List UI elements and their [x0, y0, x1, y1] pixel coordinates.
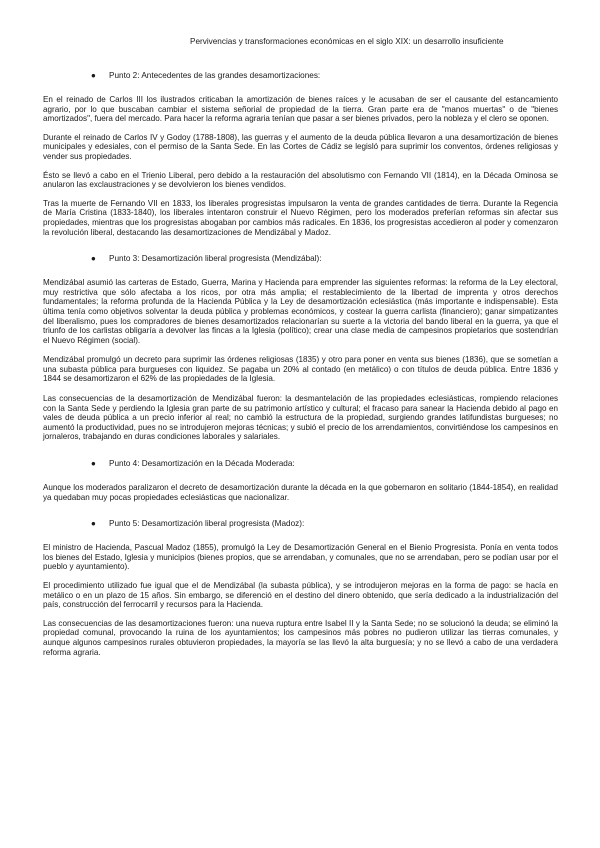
paragraph: Tras la muerte de Fernando VII en 1833, los liberales progresistas impulsaron la venta de grandes cantidades de tierra. Durante la Regencia de María Cristina (1833-1840), los liberales intentaron construir el Nuevo Régimen, pero los moderados preferían reformas sin afectar sus propiedades, mientras que los progresistas abogaban por cambios más radicales. En 1836, los progresistas accedieron al poder y comenzaron la revolución liberal, destacando las desamortizaciones de Mendizábal y Madoz.: [43, 198, 558, 237]
paragraph: El procedimiento utilizado fue igual que el de Mendizábal (la subasta pública), y se introdujeron mejoras en la forma de pago: se hacía en metálico o en un plazo de 15 años. Sin embargo, se diferenció en el destino del dinero obtenido, que sería dedicado a la industrialización del país, construcción del ferrocarril y recursos para la Hacienda.: [43, 581, 558, 610]
section-heading: [91, 458, 558, 469]
section-heading: [91, 253, 558, 264]
section-heading-text: Punto 2: Antecedentes de las grandes desamortizaciones:: [109, 71, 321, 80]
paragraph: Las consecuencias de las desamortizaciones fueron: una nueva ruptura entre Isabel II y la Santa Sede; no se solucionó la deuda; se eliminó la propiedad comunal, provocando la ruina de los ayuntamientos; los campesinos más pobres no pudieron utilizar las tierras comunales, y aunque algunos campesinos rurales obtuvieron propiedades, la mayoría se las llevó la alta burguesía; y no se llevó a cabo de una verdadera reforma agraria.: [43, 618, 558, 657]
section-punto-4: [43, 458, 558, 502]
page-header: Pervivencias y transformaciones económicas en el siglo XIX: un desarrollo insuficiente: [190, 37, 504, 46]
section-heading: [91, 518, 558, 529]
paragraph: Las consecuencias de la desamortización de Mendizábal fueron: la desmantelación de las propiedades eclesiásticas, rompiendo relaciones con la Santa Sede y perdiendo la Iglesia gran parte de su patrimonio artístico y cultural; el fracaso para sanear la Hacienda debido al pago en vales de deuda pública a un precio inferior al real; no cambió la estructura de la propiedad, surgiendo grandes latifundistas burgueses; no aumentó la productividad, pues no se introdujeron mejoras técnicas; y subió el precio de los arrendamientos, convirtiéndose los campesinos en jornaleros, trabajando en duras condiciones laborales y salariales.: [43, 394, 558, 442]
section-heading-text: Punto 3: Desamortización liberal progresista (Mendizábal):: [109, 254, 322, 264]
section-punto-2: [43, 70, 558, 237]
section-punto-3: [43, 253, 558, 442]
bullet-icon: ●: [91, 459, 96, 469]
bullet-icon: ●: [91, 519, 96, 529]
section-heading-text: Punto 4: Desamortización en la Década Moderada:: [109, 459, 295, 469]
paragraph: Mendizábal promulgó un decreto para suprimir las órdenes religiosas (1835) y otro para poner en venta sus bienes (1836), que se sometían a una subasta pública para burgueses con liquidez. Se pagaba un 20% al contado (en metálico) o con títulos de deuda pública. Entre 1836 y 1844 se desamortizaron el 62% de las propiedades de la Iglesia.: [43, 355, 558, 384]
section-punto-5: [43, 518, 558, 657]
paragraph: El ministro de Hacienda, Pascual Madoz (1855), promulgó la Ley de Desamortización General en el Bienio Progresista. Ponía en venta todos los bienes del Estado, Iglesia y municipios (bienes propios, que se arrendaban, y comunales, que no se arrendaban, pero se podían usar por el pueblo y ayuntamiento).: [43, 543, 558, 572]
paragraph: Ésto se llevó a cabo en el Trienio Liberal, pero debido a la restauración del absolutismo con Fernando VII (1814), en la Década Ominosa se anularon las exclaustraciones y se devolvieron los bienes vendidos.: [43, 170, 558, 190]
section-heading: [91, 70, 558, 81]
bullet-icon: ●: [91, 71, 96, 80]
section-heading-text: Punto 5: Desamortización liberal progresista (Madoz):: [109, 519, 305, 529]
document-body: [43, 70, 558, 673]
paragraph: En el reinado de Carlos III los ilustrados criticaban la amortización de bienes raíces y le acusaban de ser el causante del estancamiento agrario, por lo que buscaban cambiar el sistema señorial de propiedad de la tierra. Gran parte era de "manos muertas" o de "bienes amortizados", fuera del mercado. Para hacer la reforma agraria tenían que pasar a ser bienes privados, pero la nobleza y el clero se oponen.: [43, 95, 558, 124]
paragraph: Aunque los moderados paralizaron el decreto de desamortización durante la década en la que gobernaron en solitario (1844-1854), en realidad ya quedaban muy pocas propiedades eclesiásticas que nacionalizar.: [43, 483, 558, 502]
bullet-icon: ●: [91, 254, 96, 264]
paragraph: Mendizábal asumió las carteras de Estado, Guerra, Marina y Hacienda para emprender las siguientes reformas: la reforma de la Ley electoral, muy restrictiva que sólo afectaba a los ricos, por otra más amplia; el restablecimiento de la libertad de imprenta y otros derechos fundamentales; la reforma profunda de la Hacienda Pública y la Ley de desamortización eclesiástica (más importante e indispensable). Esta última tenía como objetivos solventar la deuda pública y problemas económicos, y costear la guerra carlista (financiero); ganar simpatizantes del liberalismo, pues los compradores de bienes desamortizados relacionarían su suerte a la victoria del bando liberal en la guerra, ya que el triunfo de los carlistas obligaría a devolver las fincas a la Iglesia (político); crear una clase media de campesinos propietarios que sostendrían el Nuevo Régimen (social).: [43, 278, 558, 345]
paragraph: Durante el reinado de Carlos IV y Godoy (1788-1808), las guerras y el aumento de la deuda pública llevaron a una desamortización de bienes municipales y edesiales, con el permiso de la Santa Sede. En las Cortes de Cádiz se legisló para suprimir los conventos, órdenes religiosas y vender sus propiedades.: [43, 132, 558, 161]
